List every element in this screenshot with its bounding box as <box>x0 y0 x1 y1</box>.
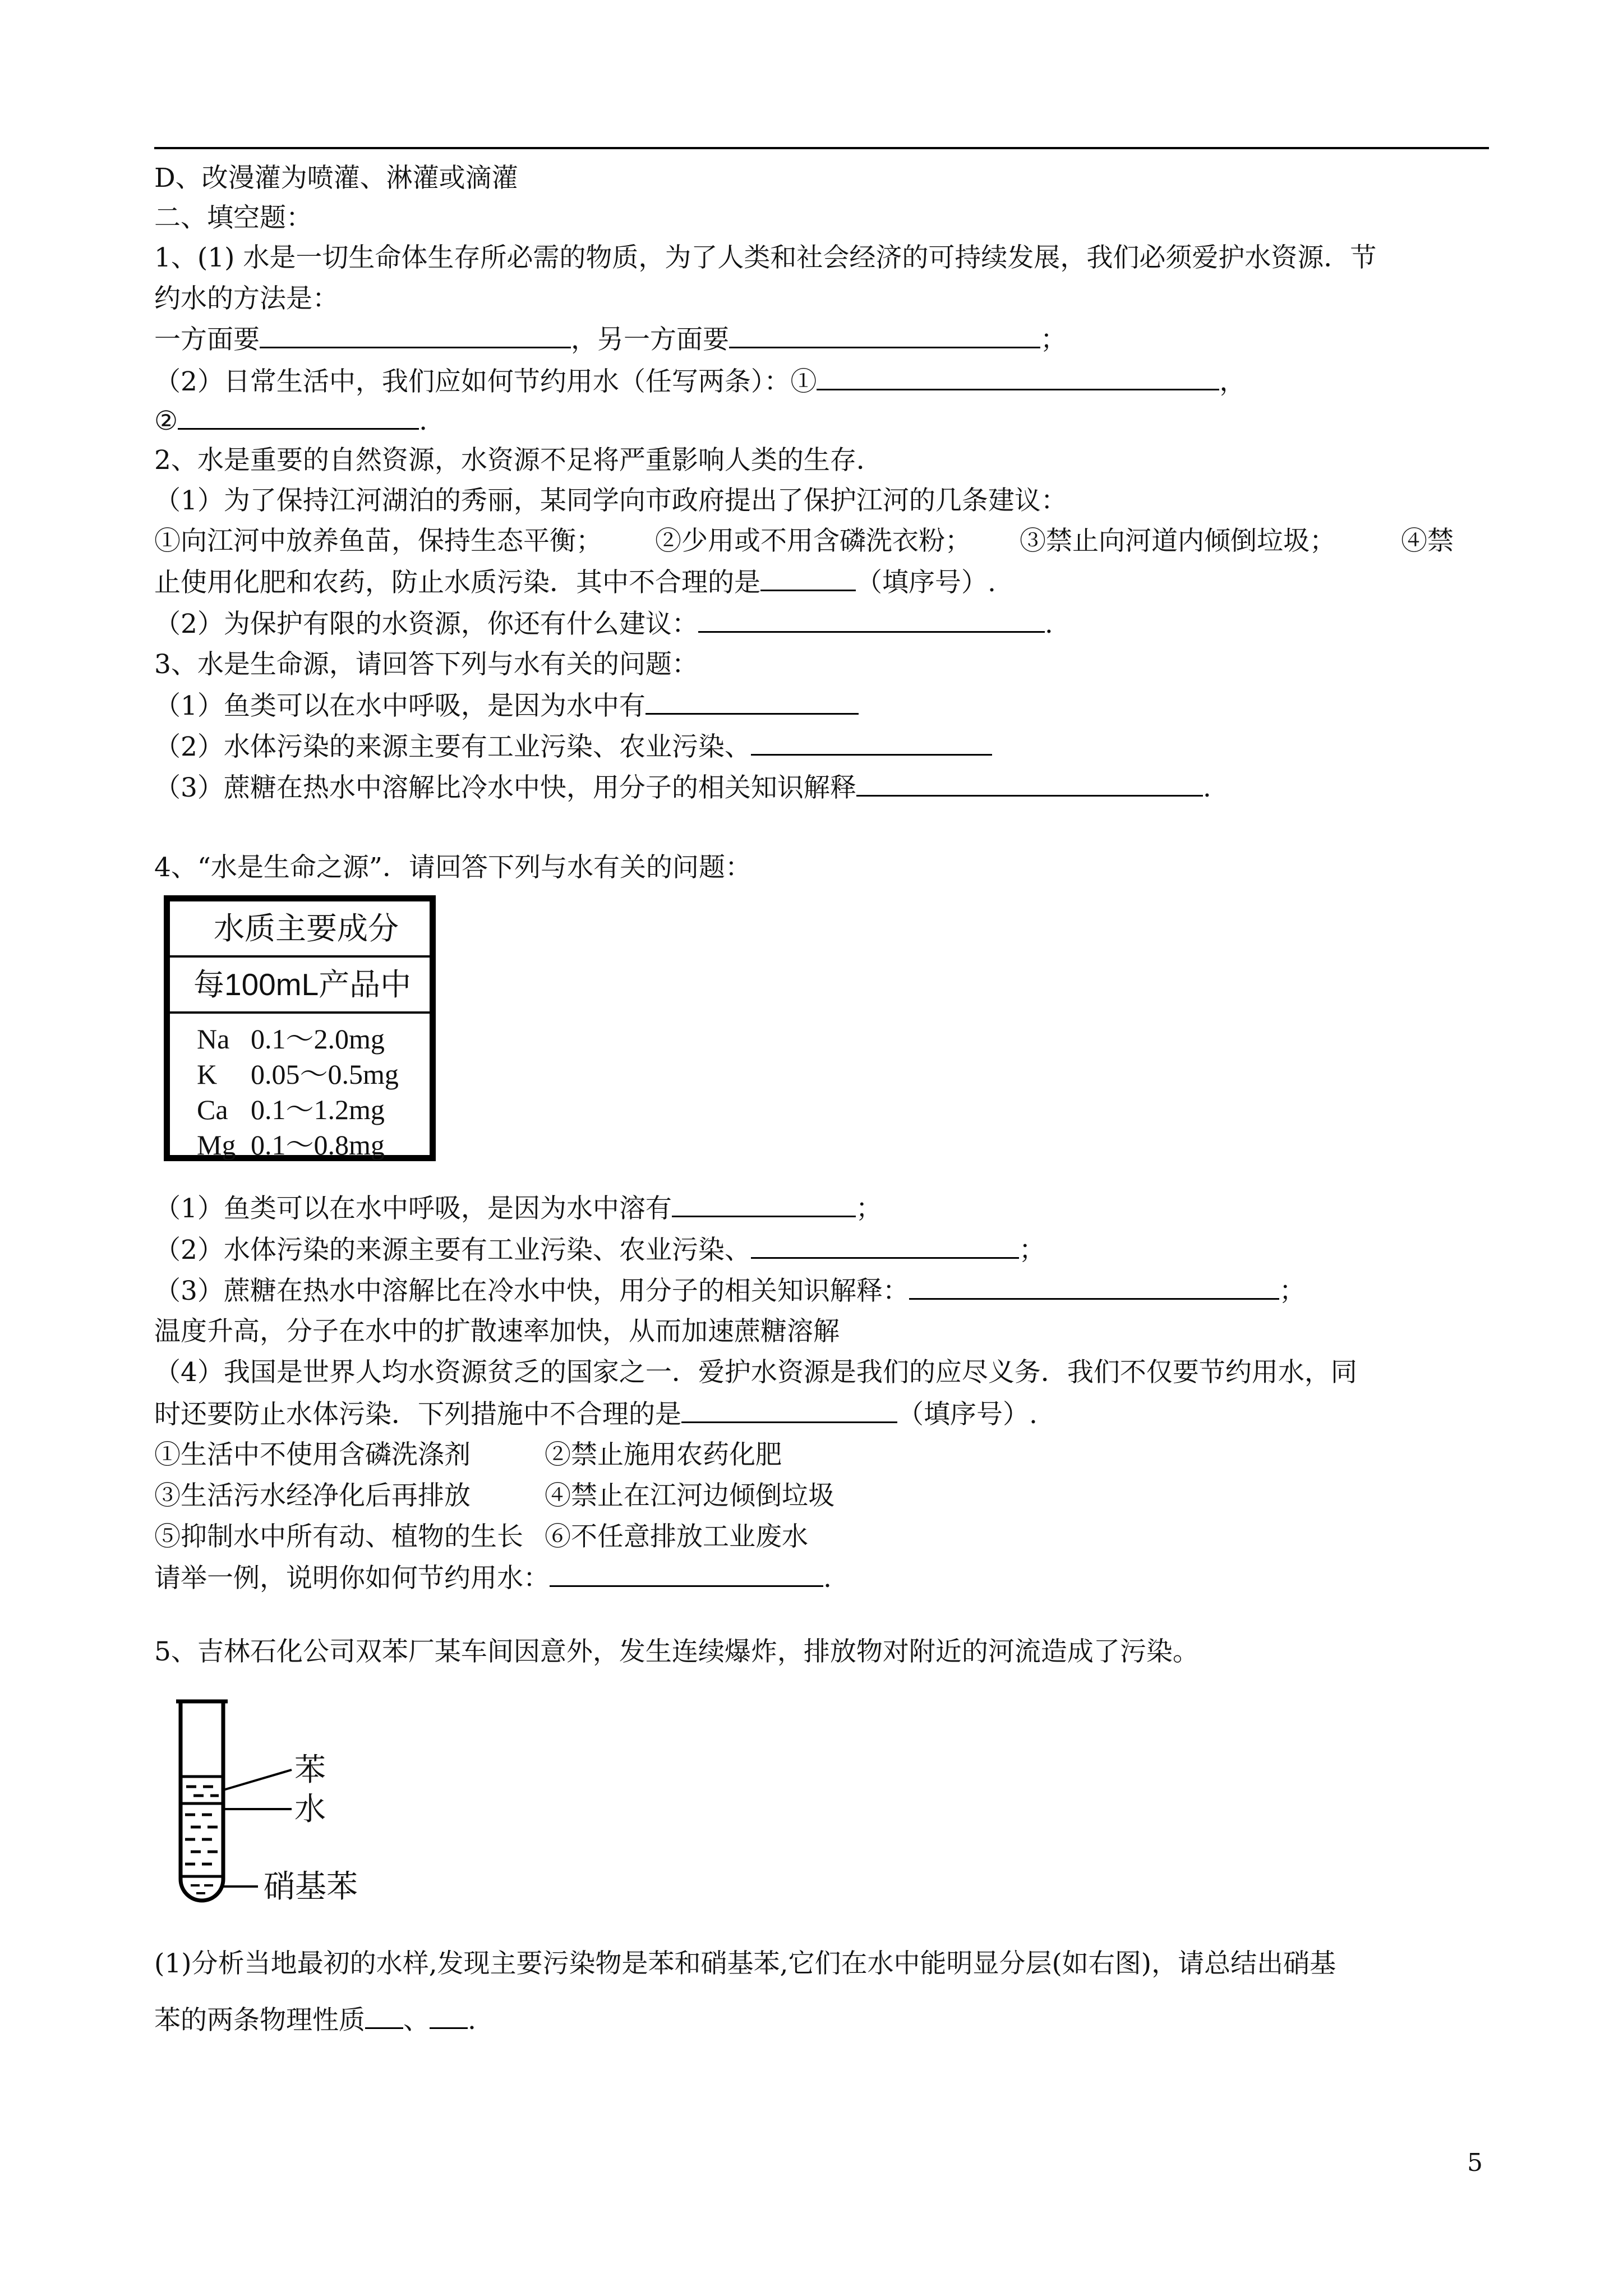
q4-options-row2: ③生活污水经净化后再排放 ④禁止在江河边倾倒垃圾 <box>154 1480 834 1511</box>
q1-stem: 1、(1) 水是一切生命体生存所必需的物质，为了人类和社会经济的可持续发展，我们必须爱护水资源．节 <box>154 242 1377 273</box>
section-heading-fill-blank: 二、填空题： <box>154 203 312 233</box>
label-nitrobenzene: 硝基苯 <box>264 1869 358 1904</box>
answer-blank[interactable] <box>817 362 1219 390</box>
q3-part2: （2）水体污染的来源主要有工业污染、农业污染、 <box>154 727 992 767</box>
q1-part1-line: 一方面要 ，另一方面要 ； <box>154 320 1067 360</box>
q5-part1: (1)分析当地最初的水样,发现主要污染物是苯和硝基苯,它们在水中能明显分层(如右图)，请总结出硝基 <box>154 1948 1336 1979</box>
answer-blank[interactable] <box>909 1271 1279 1300</box>
answer-blank[interactable] <box>672 1189 856 1217</box>
answer-blank[interactable] <box>751 727 992 756</box>
q4-part4: （4）我国是世界人均水资源贫乏的国家之一．爱护水资源是我们的应尽义务．我们不仅要节约用水，同 <box>154 1357 1357 1388</box>
q4-options-row3: ⑤抑制水中所有动、植物的生长 ⑥不任意排放工业废水 <box>154 1521 808 1552</box>
answer-blank[interactable] <box>365 2000 403 2029</box>
q2-stem: 2、水是重要的自然资源，水资源不足将严重影响人类的生存． <box>154 445 883 476</box>
option-d: D、改漫灌为喷灌、淋灌或滴灌 <box>154 163 518 194</box>
q2-options: ①向江河中放养鱼苗，保持生态平衡； ②少用或不用含磷洗衣粉； ③禁止向河道内倾倒垃圾； ④禁 <box>154 526 1454 556</box>
table-row: K 0.05～0.5mg <box>197 1059 399 1090</box>
q4-part3-answer: 温度升高，分子在水中的扩散速率加快，从而加速蔗糖溶解 <box>154 1316 840 1347</box>
q3-part3: （3）蔗糖在热水中溶解比冷水中快，用分子的相关知识解释 . <box>154 768 1211 808</box>
table-title: 水质主要成分 <box>170 901 430 958</box>
table-subtitle: 每100mL产品中 <box>170 958 430 1014</box>
table-row: Mg 0.1～0.8mg <box>197 1129 385 1161</box>
label-water: 水 <box>294 1791 326 1826</box>
answer-blank[interactable] <box>430 2000 468 2029</box>
answer-blank[interactable] <box>550 1558 823 1587</box>
q1-stem-cont: 约水的方法是： <box>154 283 339 314</box>
q4-part3: （3）蔗糖在热水中溶解比在冷水中快，用分子的相关知识解释： ； <box>154 1271 1306 1311</box>
q4-stem: 4、“水是生命之源”．请回答下列与水有关的问题： <box>154 852 751 883</box>
q3-stem: 3、水是生命源，请回答下列与水有关的问题： <box>154 649 698 680</box>
answer-blank[interactable] <box>729 320 1040 348</box>
q2-options-cont: 止使用化肥和农药，防止水质污染．其中不合理的是 （填序号）. <box>154 563 996 602</box>
q2-part2: （2）为保护有限的水资源，你还有什么建议： . <box>154 604 1053 644</box>
q1-part2-line: （2）日常生活中，我们应如何节约用水（任写两条）：① ， <box>154 362 1246 402</box>
q4-part4-cont: 时还要防止水体污染．下列措施中不合理的是 （填序号）. <box>154 1395 1038 1434</box>
table-row: Na 0.1～2.0mg <box>197 1023 385 1055</box>
q3-part1: （1）鱼类可以在水中呼吸，是因为水中有 <box>154 686 859 726</box>
q2-part1: （1）为了保持江河湖泊的秀丽，某同学向市政府提出了保护江河的几条建议： <box>154 485 1067 516</box>
q5-part1-cont: 苯的两条物理性质 、 . <box>154 2000 476 2040</box>
q1-part2-line2: ② . <box>154 401 427 441</box>
answer-blank[interactable] <box>178 401 419 430</box>
label-benzene: 苯 <box>294 1752 326 1787</box>
q4-part5: 请举一例，说明你如何节约用水： . <box>154 1558 832 1598</box>
table-row: Ca 0.1～1.2mg <box>197 1094 385 1125</box>
test-tube-figure <box>168 1697 370 1910</box>
answer-blank[interactable] <box>751 1230 1019 1259</box>
q5-stem: 5、吉林石化公司双苯厂某车间因意外，发生连续爆炸，排放物对附近的河流造成了污染。 <box>154 1636 1199 1667</box>
answer-blank[interactable] <box>645 686 859 715</box>
q4-part1: （1）鱼类可以在水中呼吸，是因为水中溶有 ； <box>154 1189 882 1228</box>
water-composition-table <box>164 895 436 1161</box>
q4-part2: （2）水体污染的来源主要有工业污染、农业污染、 ； <box>154 1230 1045 1270</box>
answer-blank[interactable] <box>698 604 1045 633</box>
header-rule <box>154 147 1489 149</box>
answer-blank[interactable] <box>260 320 571 348</box>
page-number: 5 <box>1467 2148 1483 2177</box>
q4-options-row1: ①生活中不使用含磷洗涤剂 ②禁止施用农药化肥 <box>154 1439 782 1470</box>
answer-blank[interactable] <box>681 1395 897 1423</box>
answer-blank[interactable] <box>856 768 1203 797</box>
answer-blank[interactable] <box>760 563 856 591</box>
